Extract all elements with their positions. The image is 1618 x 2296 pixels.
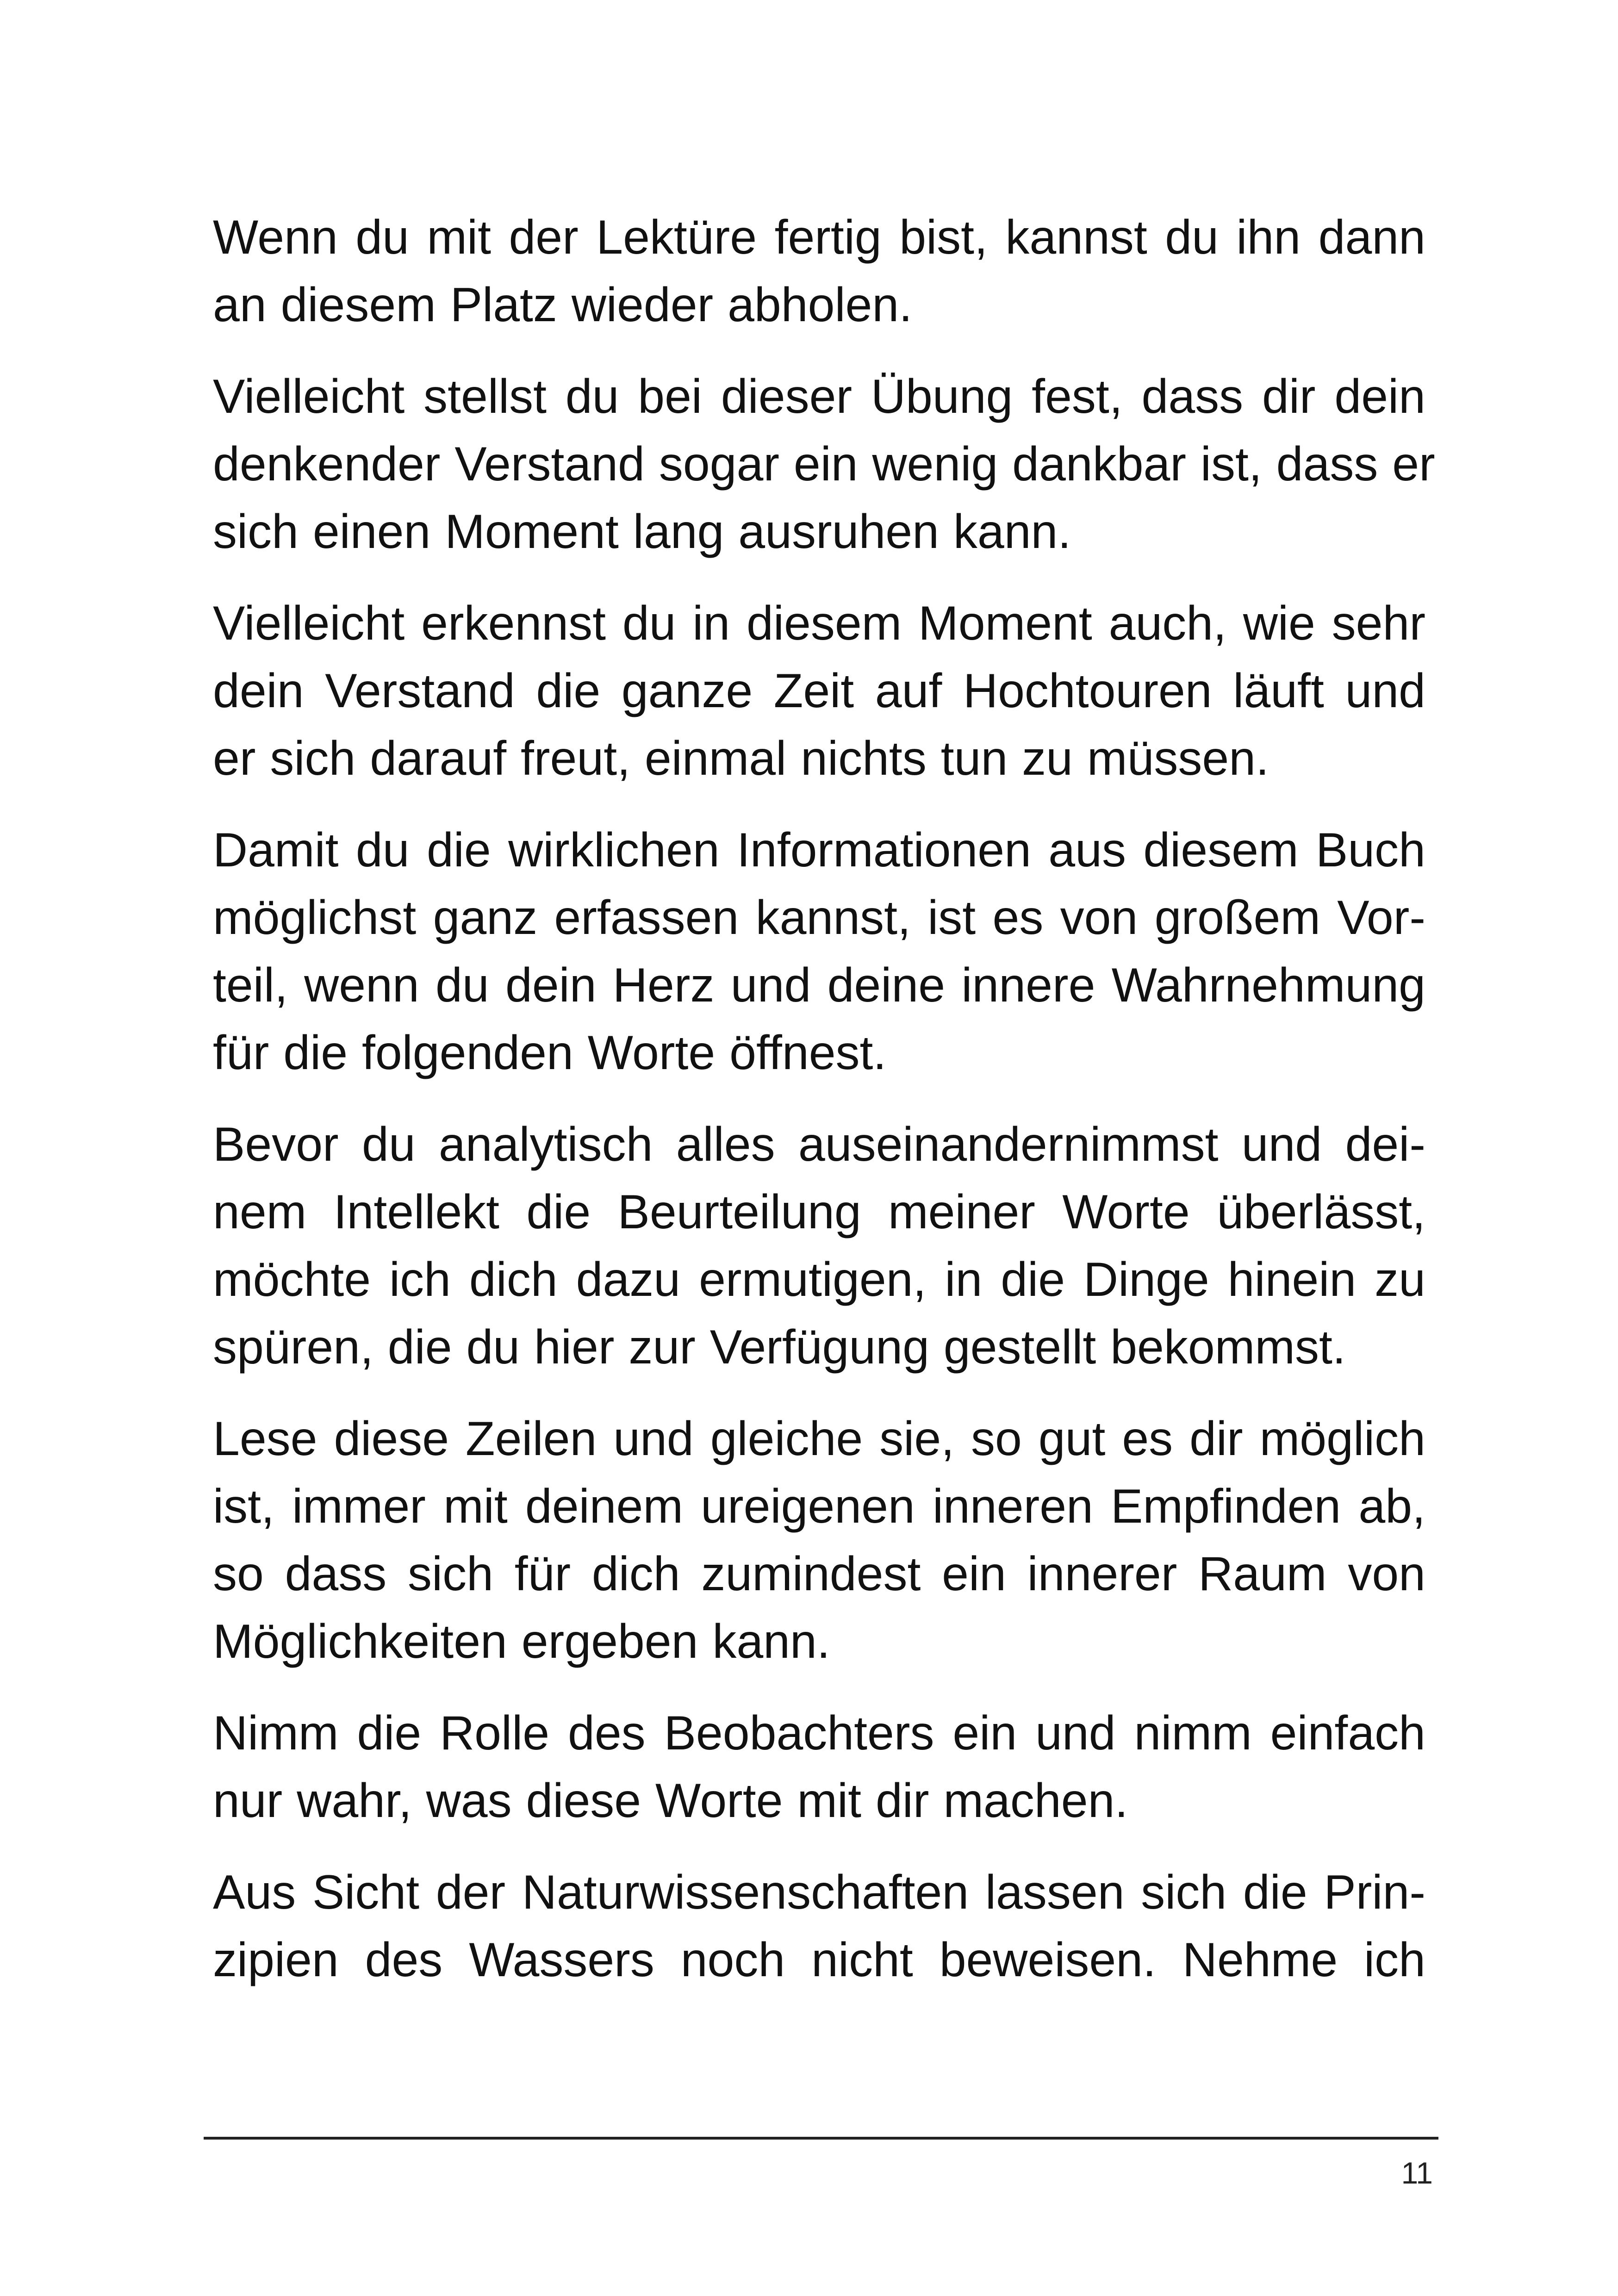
page-number: 11 <box>1401 2156 1433 2190</box>
text-line: er sich darauf freut, einmal nichts tun zu müssen. <box>213 732 1269 785</box>
text-line: Damit du die wirklichen Informationen aus diesem Buch <box>213 823 1425 877</box>
text-line: sich einen Moment lang ausruhen kann. <box>213 505 1071 559</box>
text-line: Wenn du mit der Lektüre fertig bist, kannst du ihn dann <box>213 211 1425 264</box>
paragraph <box>213 816 1425 1087</box>
text-line: zipien des Wassers noch nicht beweisen. Nehme ich <box>213 1933 1425 1987</box>
text-line: Möglichkeiten ergeben kann. <box>213 1615 830 1668</box>
text-line: für die folgenden Worte öffnest. <box>213 1026 887 1080</box>
text-line: Lese diese Zeilen und gleiche sie, so gut es dir möglich <box>213 1412 1425 1466</box>
text-line: Vielleicht erkennst du in diesem Moment auch, wie sehr <box>213 597 1425 650</box>
footer-divider <box>204 2137 1438 2140</box>
paragraph <box>213 1859 1425 1994</box>
text-line: dein Verstand die ganze Zeit auf Hochtouren läuft und <box>213 664 1425 718</box>
paragraph <box>213 363 1435 566</box>
body-text <box>213 204 1435 2018</box>
paragraph <box>213 204 1425 339</box>
text-line: teil, wenn du dein Herz und deine innere Wahrnehmung <box>213 958 1425 1012</box>
text-line: nur wahr, was diese Worte mit dir machen. <box>213 1774 1128 1828</box>
text-line: so dass sich für dich zumindest ein innerer Raum von <box>213 1547 1425 1601</box>
text-line: möchte ich dich dazu ermutigen, in die Dinge hinein zu <box>213 1253 1425 1307</box>
text-line: nem Intellekt die Beurteilung meiner Worte überlässt, <box>213 1185 1425 1239</box>
text-line: Nimm die Rolle des Beobachters ein und nimm einfach <box>213 1706 1425 1760</box>
text-line: Vielleicht stellst du bei dieser Übung fest, dass dir dein <box>213 370 1425 423</box>
paragraph <box>213 1111 1425 1381</box>
text-line: Aus Sicht der Naturwissenschaften lassen sich die Prin- <box>213 1866 1425 1919</box>
text-line: spüren, die du hier zur Verfügung gestellt bekommst. <box>213 1320 1346 1374</box>
paragraph <box>213 1699 1425 1835</box>
paragraph <box>213 1405 1425 1675</box>
text-line: möglichst ganz erfassen kannst, ist es von großem Vor- <box>213 891 1425 945</box>
paragraph <box>213 590 1425 792</box>
text-line: Bevor du analytisch alles auseinandernimmst und dei- <box>213 1118 1425 1171</box>
text-line: denkender Verstand sogar ein wenig dankbar ist, dass er <box>213 437 1435 491</box>
text-line: ist, immer mit deinem ureigenen inneren Empfinden ab, <box>213 1480 1425 1533</box>
text-line: an diesem Platz wieder abholen. <box>213 278 913 332</box>
